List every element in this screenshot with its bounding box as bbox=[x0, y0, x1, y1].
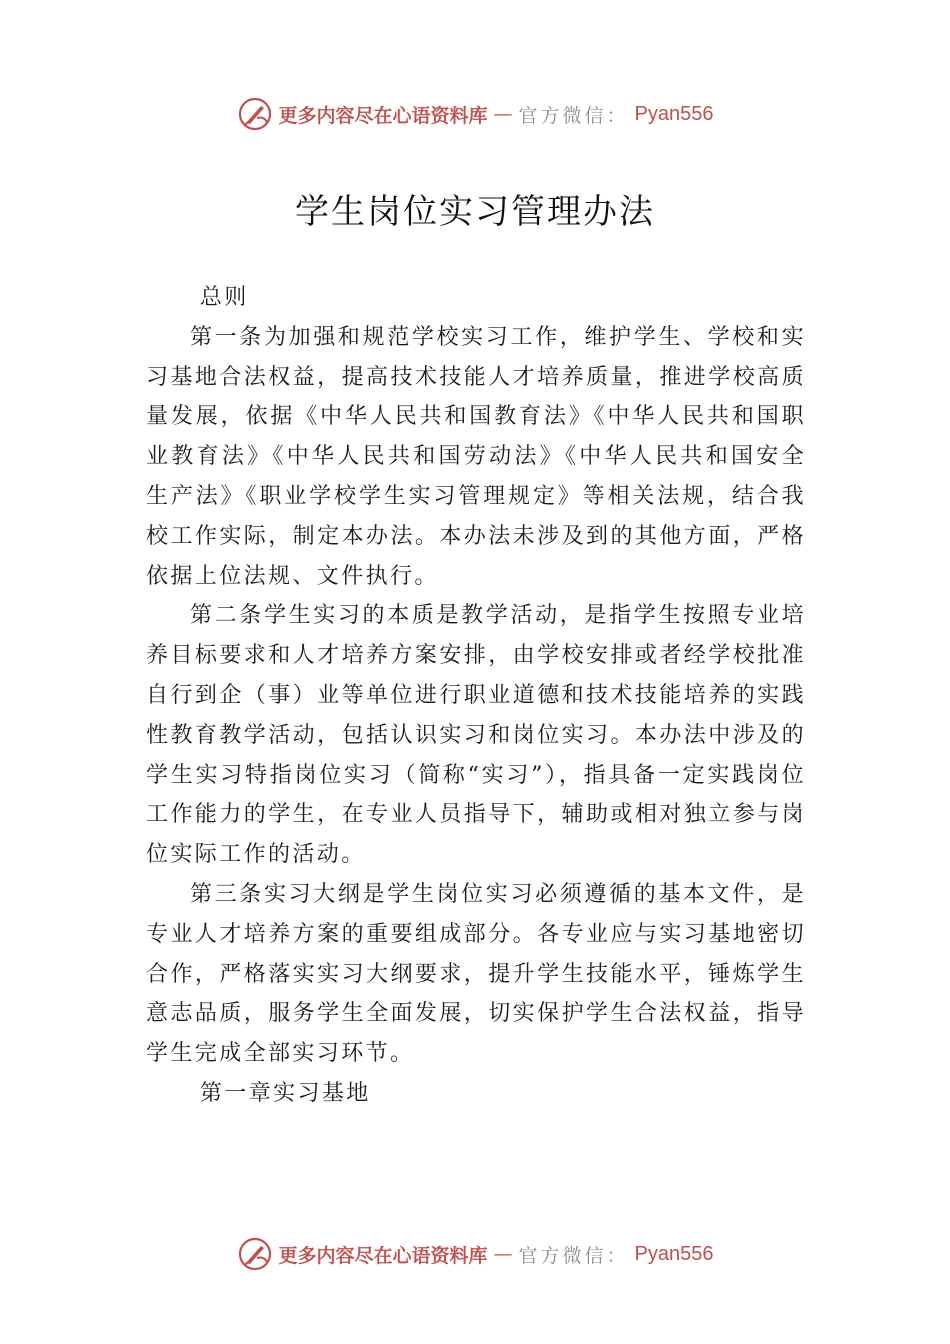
watermark-site-name: 更多内容尽在心语资料库 bbox=[278, 104, 488, 127]
watermark-site-name: 更多内容尽在心语资料库 bbox=[278, 1244, 488, 1267]
watermark-wechat-id: Pyan556 bbox=[634, 102, 714, 125]
article-paragraph: 第三条实习大纲是学生岗位实习必须遵循的基本文件，是专业人才培养方案的重要组成部分。各专业应与实习基地密切合作，严格落实实习大纲要求，提升学生技能水平，锤炼学生意志品质，服务学生全面发展，切实保护学生合法权益，指导学生完成全部实习环节。 bbox=[146, 881, 806, 1067]
watermark-label: 官方微信： bbox=[518, 1244, 629, 1267]
header-watermark bbox=[0, 96, 950, 132]
watermark-dash: — bbox=[493, 1243, 513, 1265]
article-paragraph: 第二条学生实习的本质是教学活动，是指学生按照专业培养目标要求和人才培养方案安排，由学校安排或者经学校批准自行到企（事）业等单位进行职业道德和技术技能培养的实践性教育教学活动，包括认识实习和岗位实习。本办法中涉及的学生实习特指岗位实习（简称“实习”），指具备一定实践岗位工作能力的学生，在专业人员指导下，辅助或相对独立参与岗位实际工作的活动。 bbox=[146, 603, 806, 868]
chapter-heading: 第一章实习基地 bbox=[199, 1080, 371, 1106]
footer-watermark bbox=[0, 1236, 950, 1272]
document-body bbox=[146, 278, 806, 1114]
watermark-dash: — bbox=[493, 103, 513, 125]
watermark-label: 官方微信： bbox=[518, 104, 629, 127]
document-title: 学生岗位实习管理办法 bbox=[295, 192, 655, 232]
quill-logo-icon bbox=[237, 96, 273, 132]
article-paragraph: 第一条为加强和规范学校实习工作，维护学生、学校和实习基地合法权益，提高技术技能人才培养质量，推进学校高质量发展，依据《中华人民共和国教育法》《中华人民共和国职业教育法》《中华人民共和国劳动法》《中华人民共和国安全生产法》《职业学校学生实习管理规定》等相关法规，结合我校工作实际，制定本办法。本办法未涉及到的其他方面，严格依据上位法规、文件执行。 bbox=[146, 324, 806, 589]
quill-logo-icon bbox=[237, 1236, 273, 1272]
section-heading-general: 总则 bbox=[199, 285, 249, 310]
watermark-wechat-id: Pyan556 bbox=[634, 1242, 714, 1265]
